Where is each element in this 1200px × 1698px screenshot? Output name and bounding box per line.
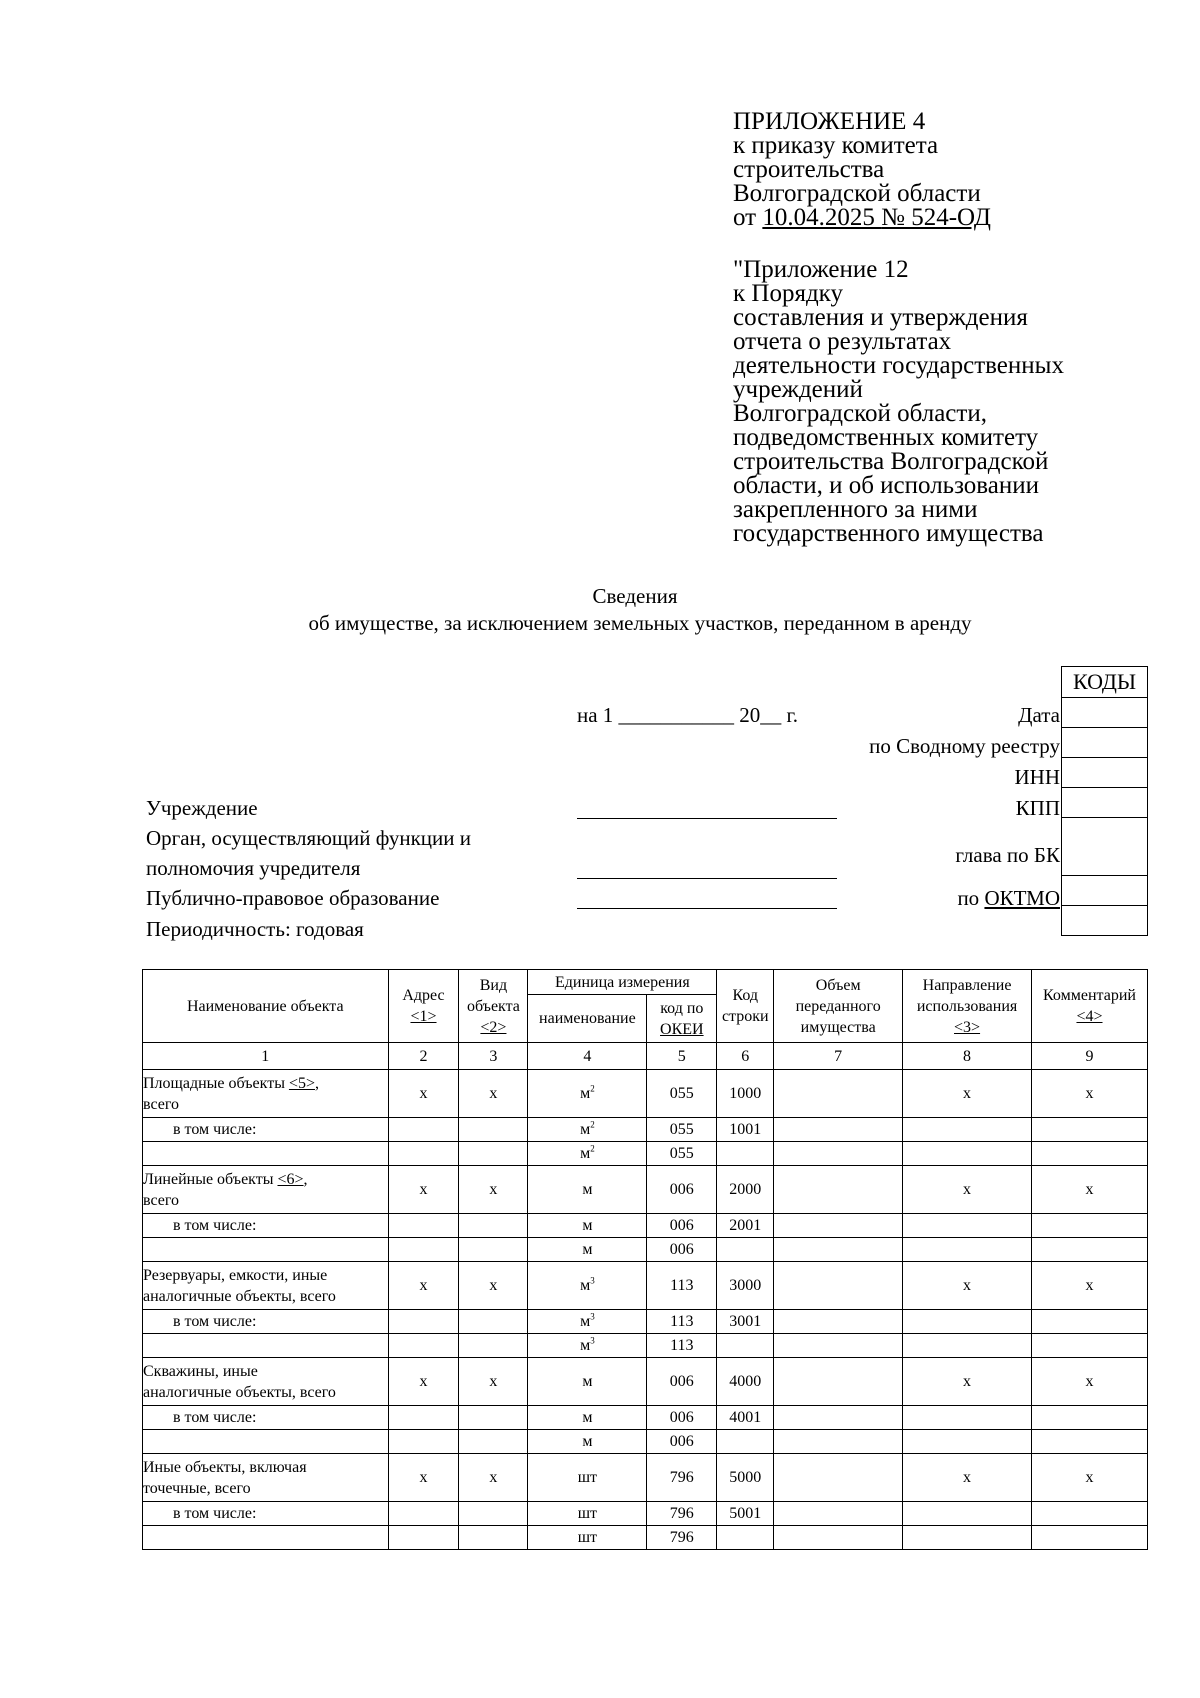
kind-cell[interactable] [459,1310,528,1334]
comment-cell[interactable] [1032,1142,1148,1166]
object-name: Площадные объекты <5>, всего [143,1070,389,1118]
kind-cell[interactable] [459,1526,528,1550]
okei-cell: 006 [647,1238,717,1262]
oktmo-prefix: по [957,886,985,910]
kind-cell[interactable] [459,1502,528,1526]
object-name[interactable]: в том числе: [143,1406,389,1430]
header-kind-ref[interactable]: <2> [480,1018,507,1036]
address-cell[interactable] [388,1502,459,1526]
row-code-cell: 2000 [717,1166,774,1214]
kind-cell[interactable] [459,1118,528,1142]
annex2-line: отчета о результатах [733,328,952,355]
okei-cell: 055 [647,1070,717,1118]
row-code-cell [717,1238,774,1262]
kind-cell: х [459,1358,528,1406]
unit-name-cell: $м^3$ [528,1334,647,1358]
okei-cell: 055 [647,1142,717,1166]
direction-cell[interactable] [903,1406,1032,1430]
address-cell: х [388,1166,459,1214]
unit-name-cell: шт [528,1526,647,1550]
direction-cell: х [903,1070,1032,1118]
direction-cell[interactable] [903,1526,1032,1550]
direction-cell[interactable] [903,1214,1032,1238]
object-name[interactable] [143,1526,389,1550]
address-cell: х [388,1358,459,1406]
header-comment-ref[interactable]: <4> [1076,1008,1103,1025]
kind-cell: х [459,1070,528,1118]
table-row [143,1238,1148,1262]
codes-header: КОДЫ [1062,667,1148,698]
direction-cell: х [903,1358,1032,1406]
address-cell[interactable] [388,1430,459,1454]
okei-cell: 006 [647,1166,717,1214]
unit-name-cell: шт [528,1454,647,1502]
table-row [143,1454,1148,1502]
annex-line: Волгоградской области [733,180,981,207]
okei-cell: 796 [647,1454,717,1502]
code-cell-registry[interactable] [1062,728,1148,758]
header-comment [1032,970,1148,1043]
header-comment-text: Комментарий [1043,987,1136,1004]
comment-cell[interactable] [1032,1214,1148,1238]
kind-cell[interactable] [459,1430,528,1454]
comment-cell[interactable] [1032,1238,1148,1262]
column-number-row [143,1043,1148,1070]
unit-name-cell: м [528,1358,647,1406]
kind-cell[interactable] [459,1214,528,1238]
footnote-ref[interactable]: <6> [277,1170,304,1188]
address-cell: х [388,1454,459,1502]
inn-label: ИНН [1014,765,1060,789]
header-unit-code [647,995,717,1043]
col-number: 4 [528,1043,647,1070]
unit-name-cell: шт [528,1502,647,1526]
codes-table [1061,666,1148,936]
header-row-code [717,970,774,1043]
periodicity-label: Периодичность: годовая [146,917,364,941]
annex2-line: закрепленного за ними [733,496,978,523]
row-code-cell [717,1142,774,1166]
table-row [143,1214,1148,1238]
okei-cell: 006 [647,1430,717,1454]
address-cell[interactable] [388,1238,459,1262]
title-line: Сведения [592,584,678,608]
comment-cell: х [1032,1454,1148,1502]
object-name[interactable] [143,1238,389,1262]
row-code-cell: 1001 [717,1118,774,1142]
object-name: Скважины, иные аналогичные объекты, всего [143,1358,389,1406]
header-address [388,970,459,1043]
volume-cell[interactable] [774,1214,903,1238]
object-name[interactable]: в том числе: [143,1502,389,1526]
volume-cell[interactable] [774,1526,903,1550]
col-number: 8 [903,1043,1032,1070]
founder-label-line2: полномочия учредителя [146,856,361,880]
direction-cell[interactable] [903,1310,1032,1334]
okei-cell: 796 [647,1502,717,1526]
address-cell[interactable] [388,1526,459,1550]
direction-cell: х [903,1454,1032,1502]
code-cell-inn[interactable] [1062,758,1148,788]
unit-name-cell: $м^2$ [528,1142,647,1166]
volume-cell[interactable] [774,1166,903,1214]
annex-date: 10.04.2025 [762,204,882,231]
table-body [143,1070,1148,1550]
address-cell[interactable] [388,1118,459,1142]
okei-cell: 796 [647,1526,717,1550]
annex2-line: составления и утверждения [733,304,1028,331]
public-entity-field[interactable] [577,908,837,909]
object-name[interactable] [143,1142,389,1166]
annex2-line: деятельности государственных [733,352,1064,379]
annex2-line: области, и об использовании [733,472,1040,499]
direction-cell: х [903,1166,1032,1214]
volume-cell[interactable] [774,1502,903,1526]
row-code-cell: 2001 [717,1214,774,1238]
col-number: 9 [1032,1043,1148,1070]
annex2-line: учреждений [733,376,863,403]
header-direction [903,970,1032,1043]
comment-cell: х [1032,1262,1148,1310]
volume-cell[interactable] [774,1406,903,1430]
comment-cell[interactable] [1032,1118,1148,1142]
table-row [143,1502,1148,1526]
object-name: Иные объекты, включая точечные, всего [143,1454,389,1502]
comment-cell[interactable] [1032,1430,1148,1454]
header-direction-text2: использования [916,997,1018,1015]
annex-block [733,110,1173,230]
kind-cell[interactable] [459,1142,528,1166]
table-row [143,1526,1148,1550]
table-row [143,1070,1148,1118]
direction-cell[interactable] [903,1334,1032,1358]
annex2-line: подведомственных комитету [733,424,1039,451]
kind-cell: х [459,1166,528,1214]
table-row [143,1166,1148,1214]
col-number: 3 [459,1043,528,1070]
object-name[interactable] [143,1334,389,1358]
object-name: Линейные объекты <6>, всего [143,1166,389,1214]
annex-date-prefix: от [733,204,763,231]
oktmo-label-row [957,886,1060,911]
volume-cell[interactable] [774,1262,903,1310]
glava-label: глава по БК [955,843,1060,867]
col-number: 1 [143,1043,389,1070]
header-unit-code-text: код по [660,999,704,1017]
founder-label-line1: Орган, осуществляющий функции и [146,826,472,850]
table-row [143,1310,1148,1334]
comment-cell[interactable] [1032,1406,1148,1430]
document-title [0,583,1200,637]
header-kind-text: Вид [479,976,508,994]
okei-cell: 006 [647,1406,717,1430]
header-address-ref[interactable]: <1> [410,1008,437,1025]
object-name: Резервуары, емкости, иные аналогичные объекты, всего [143,1262,389,1310]
footnote-ref[interactable]: <5> [288,1074,315,1092]
unit-name-cell: м [528,1166,647,1214]
unit-name-cell: $м^2$ [528,1118,647,1142]
table-row [143,1430,1148,1454]
row-code-cell: 4001 [717,1406,774,1430]
row-code-cell [717,1430,774,1454]
col-number: 7 [774,1043,903,1070]
kind-cell[interactable] [459,1334,528,1358]
volume-cell[interactable] [774,1334,903,1358]
header-volume-text: Объем [815,976,861,994]
object-name[interactable]: в том числе: [143,1310,389,1334]
header-row-code-text2: строки [721,1008,769,1025]
unit-name-cell: $м^3$ [528,1262,647,1310]
code-cell-kpp[interactable] [1062,788,1148,818]
unit-name-cell: м [528,1406,647,1430]
annex-line: строительства [733,156,885,183]
comment-cell[interactable] [1032,1502,1148,1526]
annex2-line: Волгоградской области, [733,400,987,427]
volume-cell[interactable] [774,1142,903,1166]
object-name[interactable]: в том числе: [143,1214,389,1238]
kpp-label: КПП [1015,796,1060,820]
kind-cell[interactable] [459,1406,528,1430]
title-subline: об имуществе, за исключением земельных участков, переданном в аренду [308,611,972,635]
annex-title: ПРИЛОЖЕНИЕ 4 [733,108,926,135]
report-date-line: на 1 ___________ 20__ г. [577,703,799,727]
header-direction-ref[interactable]: <3> [954,1018,981,1036]
address-cell[interactable] [388,1214,459,1238]
public-entity-label: Публично-правовое образование [146,886,440,910]
annex2-block [733,258,1173,546]
kind-cell: х [459,1454,528,1502]
header-row-code-text: Код [732,987,759,1004]
header-address-text: Адрес [402,987,445,1004]
header-unit: Единица измерения [528,970,717,995]
volume-cell[interactable] [774,1310,903,1334]
unit-name-cell: м [528,1430,647,1454]
comment-cell[interactable] [1032,1334,1148,1358]
row-code-cell [717,1334,774,1358]
header-kind-text2: объекта [466,997,520,1015]
annex2-line: к Порядку [733,280,843,307]
row-code-cell: 1000 [717,1070,774,1118]
unit-name-cell: м [528,1214,647,1238]
direction-cell[interactable] [903,1430,1032,1454]
oktmo-label: ОКТМО [984,886,1060,910]
col-number: 2 [388,1043,459,1070]
comment-cell: х [1032,1070,1148,1118]
direction-cell[interactable] [903,1118,1032,1142]
kind-cell: х [459,1262,528,1310]
unit-name-cell: $м^3$ [528,1310,647,1334]
row-code-cell: 5001 [717,1502,774,1526]
okei-cell: 006 [647,1214,717,1238]
code-cell-date[interactable] [1062,698,1148,728]
header-unit-name: наименование [528,995,647,1043]
comment-cell[interactable] [1032,1310,1148,1334]
comment-cell: х [1032,1358,1148,1406]
volume-cell[interactable] [774,1358,903,1406]
row-code-cell: 3001 [717,1310,774,1334]
annex-number: № 524-ОД [881,204,991,231]
volume-cell[interactable] [774,1070,903,1118]
table-row [143,1118,1148,1142]
object-name[interactable]: в том числе: [143,1118,389,1142]
code-cell-oktmo[interactable] [1062,876,1148,906]
address-cell[interactable] [388,1334,459,1358]
institution-field[interactable] [577,818,837,819]
table-row [143,1142,1148,1166]
header-volume-text3: имущества [800,1018,876,1036]
okei-cell: 113 [647,1310,717,1334]
direction-cell: х [903,1262,1032,1310]
okei-cell: 006 [647,1358,717,1406]
registry-label: по Сводному реестру [869,734,1060,758]
row-code-cell: 4000 [717,1358,774,1406]
row-code-cell [717,1526,774,1550]
header-unit-code-okei[interactable]: ОКЕИ [660,1020,704,1038]
okei-cell: 113 [647,1334,717,1358]
property-table [142,969,1148,1550]
object-name[interactable] [143,1430,389,1454]
col-number: 6 [717,1043,774,1070]
header-direction-text: Направление [922,976,1012,994]
unit-name-cell: м [528,1238,647,1262]
volume-cell[interactable] [774,1238,903,1262]
header-volume-text2: переданного [795,997,881,1015]
comment-cell: х [1032,1166,1148,1214]
col-number: 5 [647,1043,717,1070]
code-cell-periodicity[interactable] [1062,906,1148,936]
table-row [143,1358,1148,1406]
kind-cell[interactable] [459,1238,528,1262]
row-code-cell: 3000 [717,1262,774,1310]
direction-cell[interactable] [903,1142,1032,1166]
header-name: Наименование объекта [143,970,389,1043]
annex2-line: "Приложение 12 [733,256,909,283]
volume-cell[interactable] [774,1454,903,1502]
direction-cell[interactable] [903,1502,1032,1526]
address-cell[interactable] [388,1142,459,1166]
header-volume [774,970,903,1043]
table-row [143,1406,1148,1430]
unit-name-cell: $м^2$ [528,1070,647,1118]
address-cell[interactable] [388,1310,459,1334]
code-cell-glava[interactable] [1062,818,1148,876]
header-kind [459,970,528,1043]
annex-line: к приказу комитета [733,132,939,159]
volume-cell[interactable] [774,1430,903,1454]
founder-field[interactable] [577,878,837,879]
annex2-line: строительства Волгоградской [733,448,1049,475]
table-row [143,1262,1148,1310]
volume-cell[interactable] [774,1118,903,1142]
direction-cell[interactable] [903,1238,1032,1262]
okei-cell: 055 [647,1118,717,1142]
annex2-line: государственного имущества [733,520,1044,547]
row-code-cell: 5000 [717,1454,774,1502]
institution-label: Учреждение [146,796,258,820]
annex-date-line [733,206,1173,230]
address-cell: х [388,1070,459,1118]
comment-cell[interactable] [1032,1526,1148,1550]
table-row [143,1334,1148,1358]
okei-cell: 113 [647,1262,717,1310]
date-label: Дата [1018,703,1060,727]
address-cell: х [388,1262,459,1310]
address-cell[interactable] [388,1406,459,1430]
